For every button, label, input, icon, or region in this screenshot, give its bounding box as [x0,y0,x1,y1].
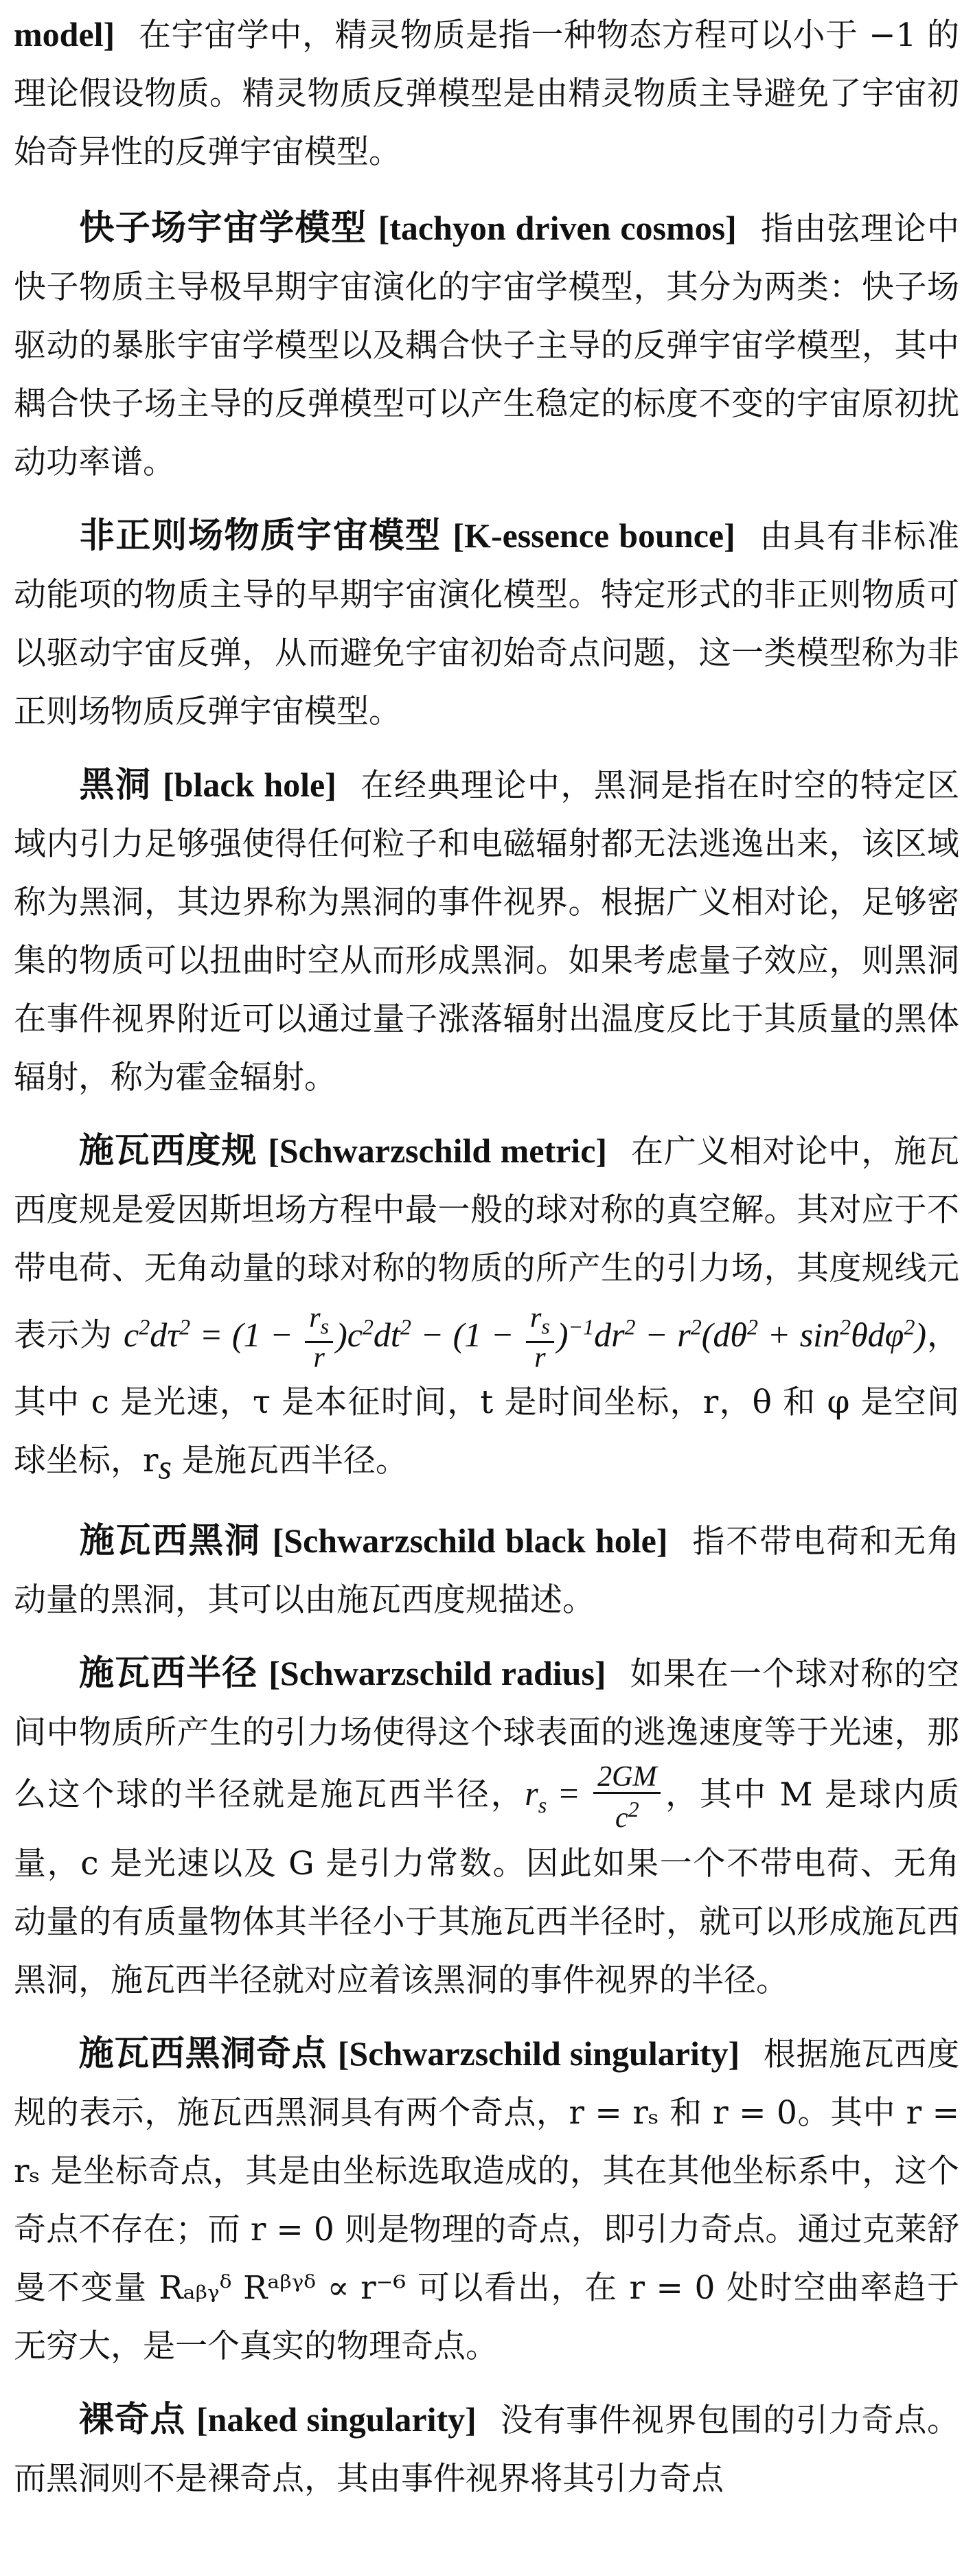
entry-definition: 在经典理论中，黑洞是指在时空的特定区域内引力足够强使得任何粒子和电磁辐射都无法逃逸出来，该区域称为黑洞，其边界称为黑洞的事件视界。根据广义相对论，足够密集的物质可以扭曲时空从而形成黑洞。如果考虑量子效应，则黑洞在事件视界附近可以通过量子涨落辐射出温度反比于其质量的黑体辐射，称为霍金辐射。 [14,767,959,1096]
entry-term-english: [Schwarzschild singularity] [337,2034,740,2073]
entry-term-chinese: 快子场宇宙学模型 [78,209,367,248]
entry-term-chinese: 非正则场物质宇宙模型 [78,517,442,555]
entry-definition: 指不带电荷和无角动量的黑洞，其可以由施瓦西度规描述。 [14,1522,960,1619]
entry-term-english: [K-essence bounce] [453,516,735,555]
entry-term-chinese: 施瓦西半径 [78,1654,258,1693]
entry-term-english: [black hole] [162,766,336,804]
entry-definition-part-3: 是施瓦西半径。 [171,1442,408,1480]
entry-definition: 指由弦理论中快子物质主导极早期宇宙演化的宇宙学模型，其分为两类：快子场驱动的暴胀宇宙学模型以及耦合快子主导的反弹宇宙学模型，其中耦合快子场主导的反弹模型可以产生稳定的标度不变的宇宙原初扰动功率谱。 [14,210,959,481]
entry-term-english: [naked singularity] [196,2400,477,2439]
radius-equation: $r_s$ = $\frac{2GM}{c^2}$ [525,1774,663,1813]
entry-definition: 在宇宙学中，精灵物质是指一种物态方程可以小于 −1 的理论假设物质。精灵物质反弹模型是由精灵物质主导避免了宇宙初始奇异性的反弹宇宙模型。 [14,16,959,171]
entry-phantom-bounce [14,5,959,181]
entry-term-english: [Schwarzschild radius] [268,1653,606,1692]
entry-naked-singularity [14,2391,959,2508]
entry-term-chinese: 黑洞 [78,766,152,805]
entry-definition-part-2: ，其中 c 是光速，τ 是本征时间，t 是时间坐标，r，θ 和 φ 是空间球坐标，r [14,1316,959,1480]
entry-term-chinese: 施瓦西黑洞 [78,1521,261,1561]
entry-term-chinese: 裸奇点 [78,2401,186,2440]
entry-schwarzschild-singularity [14,2025,959,2376]
metric-equation: $c^2d\tau^2 = (1$ − $\frac{r_s}{r}$ )$c^2dt^2 - (1$ − $\frac{r_s}{r}$ )$^{-1}dr^2 - r^2(d\theta^2 + \sin^2\theta d\varphi^2)$ [123,1302,926,1375]
entry-definition: 没有事件视界包围的引力奇点。而黑洞则不是裸奇点，其由事件视界将其引力奇点 [14,2402,959,2498]
entry-tachyon-cosmos [14,199,959,492]
entry-term-chinese: 施瓦西度规 [78,1132,257,1171]
entry-definition-part-1: 在广义相对论中，施瓦西度规是爱因斯坦场方程中最一般的球对称的真空解。其对应于不带电荷、无角动量的球对称的物质的所产生的引力场，其度规线元表示为 [14,1133,959,1355]
entry-term-english: model] [14,15,115,54]
entry-schwarzschild-radius: 施瓦西半径 [Schwarzschild radius] 如果在一个球对称的空间中物质所产生的引力场使得这个球表面的逃逸速度等于光速，那么这个球的半径就是施瓦西半径，$r_s$ = $\frac{2GM}{c^2}$ ，其中 M 是球内质量，c 是光速以及 G 是引力常数。因此如果一个不带电荷、无角动量的有质量物体其半径小于其施瓦西半径时，就可以形成施瓦西黑洞，施瓦西半径就对应着该黑洞的事件视界的半径。 [14,1653,960,2000]
entry-k-essence-bounce [14,507,959,741]
entry-definition-part-1: 如果在一个球对称的空间中物质所产生的引力场使得这个球表面的逃逸速度等于光速，那么这个球的半径就是施瓦西半径， [14,1655,959,1814]
entry-schwarzschild-metric: 施瓦西度规 [Schwarzschild metric] 在广义相对论中，施瓦西度规是爱因斯坦场方程中最一般的球对称的真空解。其对应于不带电荷、无角动量的球对称的物质的所产生的引力场，其度规线元表示为 $c^2d\tau^2 = (1$ − $\frac{r_s}{r}$ )$c^2dt^2 - (1$ − $\frac{r_s}{r}$ )$^{-1}dr^2 - r^2(d\theta^2 + \sin^2\theta d\varphi^2)$，其中 c 是光速，τ 是本征时间，t 是时间坐标，r，θ 和 φ 是空间球坐标，$r_s$ 是施瓦西半径。 [14,1131,959,1486]
entry-black-hole [14,756,959,1107]
entry-definition-part-2: 其中 M 是球内质量，c 是光速以及 G 是引力常数。因此如果一个不带电荷、无角动量的有质量物体其半径小于其施瓦西半径时，就可以形成施瓦西黑洞，施瓦西半径就对应着该黑洞的事件视界的半径。 [14,1775,960,2000]
entry-definition: 根据施瓦西度规的表示，施瓦西黑洞具有两个奇点，r = rₛ 和 r = 0。其中 r = rₛ 是坐标奇点，其是由坐标选取造成的，其在其他坐标系中，这个奇点不存在；而 r = 0 则是物理的奇点，即引力奇点。通过克莱舒曼不变量 Rₐᵦᵧᵟ Rᵃᵝᵞᵟ ∝ r⁻⁶ 可以看出，在 r = 0 处时空曲率趋于无穷大，是一个真实的物理奇点。 [14,2036,959,2366]
entry-schwarzschild-black-hole [14,1512,959,1629]
entry-term-english: [Schwarzschild metric] [268,1131,608,1170]
entry-term-chinese: 施瓦西黑洞奇点 [78,2035,328,2074]
entry-definition: 由具有非标准动能项的物质主导的早期宇宙演化模型。特定形式的非正则物质可以驱动宇宙反弹，从而避免宇宙初始奇点问题，这一类模型称为非正则场物质反弹宇宙模型。 [14,518,959,731]
entry-term-english: [tachyon driven cosmos] [378,209,737,247]
entry-term-english: [Schwarzschild black hole] [272,1521,668,1560]
